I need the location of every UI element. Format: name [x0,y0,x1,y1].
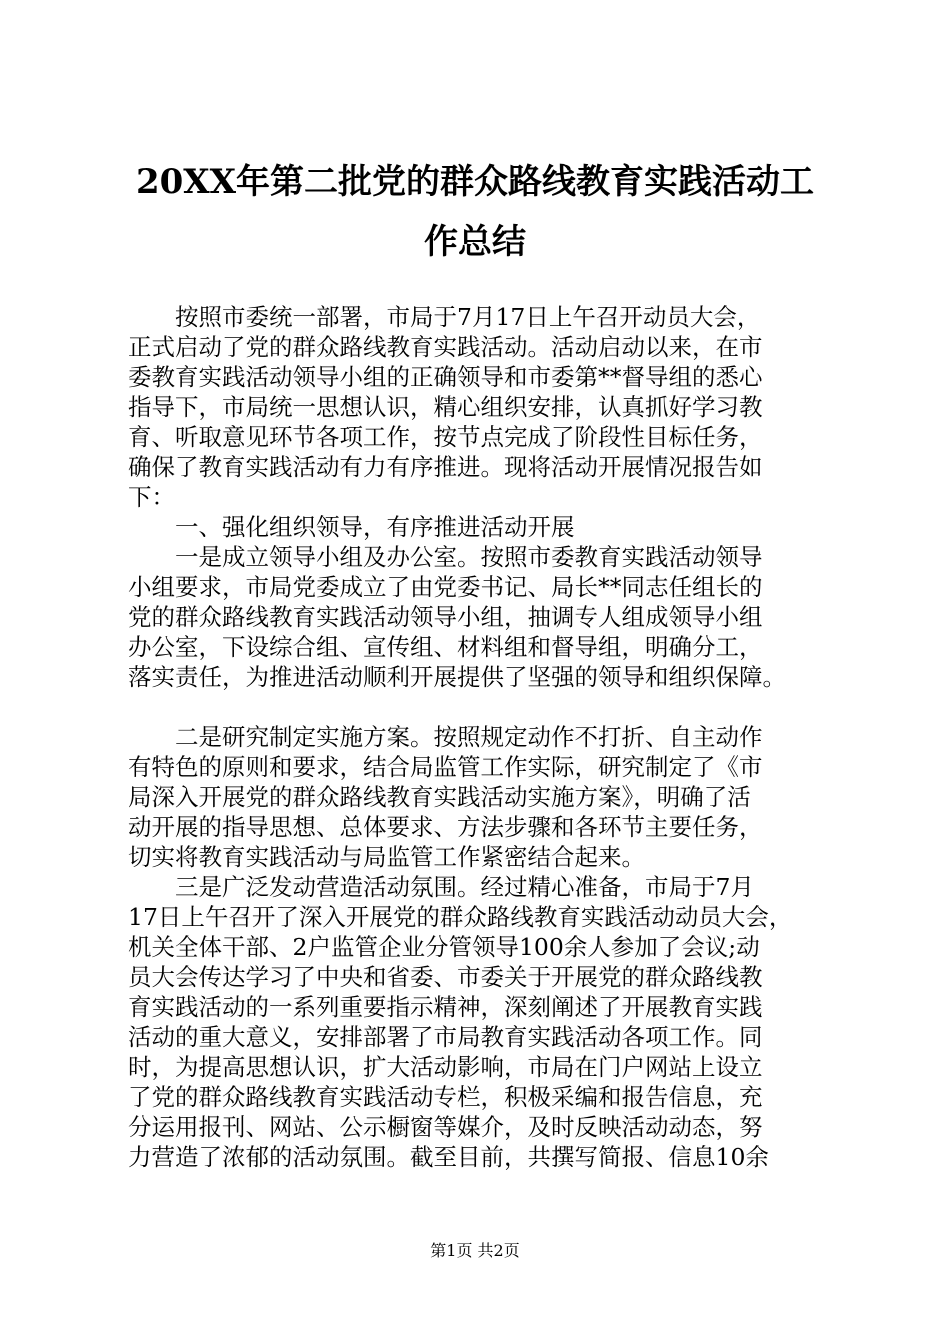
body-line: 指导下，市局统一思想认识，精心组织安排，认真抓好学习教 [128,393,763,421]
body-line: 切实将教育实践活动与局监管工作紧密结合起来。 [128,843,645,871]
body-line: 育实践活动的一系列重要指示精神，深刻阐述了开展教育实践 [128,993,763,1021]
body-line: 时，为提高思想认识，扩大活动影响，市局在门户网站上设立 [128,1053,763,1081]
document-title-line-1: 20XX年第二批党的群众路线教育实践活动工 [135,162,815,202]
body-line: 正式启动了党的群众路线教育实践活动。活动启动以来，在市 [128,333,763,361]
body-line: 力营造了浓郁的活动氛围。截至目前，共撰写简报、信息10余 [128,1143,769,1171]
body-line: 办公室，下设综合组、宣传组、材料组和督导组，明确分工， [128,633,763,661]
body-line: 机关全体干部、2户监管企业分管领导100余人参加了会议;动 [128,933,760,961]
document-title-line-2: 作总结 [424,222,526,262]
body-line: 委教育实践活动领导小组的正确领导和市委第**督导组的悉心 [128,363,763,391]
body-line: 局深入开展党的群众路线教育实践活动实施方案》，明确了活 [128,783,751,811]
body-line: 分运用报刊、网站、公示橱窗等媒介，及时反映活动动态，努 [128,1113,763,1141]
body-line: 小组要求，市局党委成立了由党委书记、局长**同志任组长的 [128,573,763,601]
body-line: 党的群众路线教育实践活动领导小组，抽调专人组成领导小组 [128,603,763,631]
body-line: 育、听取意见环节各项工作，按节点完成了阶段性目标任务， [128,423,763,451]
body-line: 一是成立领导小组及办公室。按照市委教育实践活动领导 [128,543,763,571]
body-line: 有特色的原则和要求，结合局监管工作实际，研究制定了《市 [128,753,763,781]
body-line: 活动的重大意义，安排部署了市局教育实践活动各项工作。同 [128,1023,763,1051]
body-line: 下： [128,483,175,511]
body-line: 17日上午召开了深入开展党的群众路线教育实践活动动员大会， [128,903,793,931]
body-line: 了党的群众路线教育实践活动专栏，积极采编和报告信息，充 [128,1083,763,1111]
body-line: 员大会传达学习了中央和省委、市委关于开展党的群众路线教 [128,963,763,991]
body-line: 落实责任，为推进活动顺利开展提供了坚强的领导和组织保障。 [128,663,786,691]
body-line: 三是广泛发动营造活动氛围。经过精心准备，市局于7月 [128,873,754,901]
section-heading: 一、强化组织领导，有序推进活动开展 [128,513,575,541]
body-line: 动开展的指导思想、总体要求、方法步骤和各环节主要任务， [128,813,763,841]
page-number-footer: 第1页 共2页 [430,1241,520,1260]
body-line: 确保了教育实践活动有力有序推进。现将活动开展情况报告如 [128,453,763,481]
body-line: 按照市委统一部署，市局于7月17日上午召开动员大会， [128,303,761,331]
body-line: 二是研究制定实施方案。按照规定动作不打折、自主动作 [128,723,763,751]
